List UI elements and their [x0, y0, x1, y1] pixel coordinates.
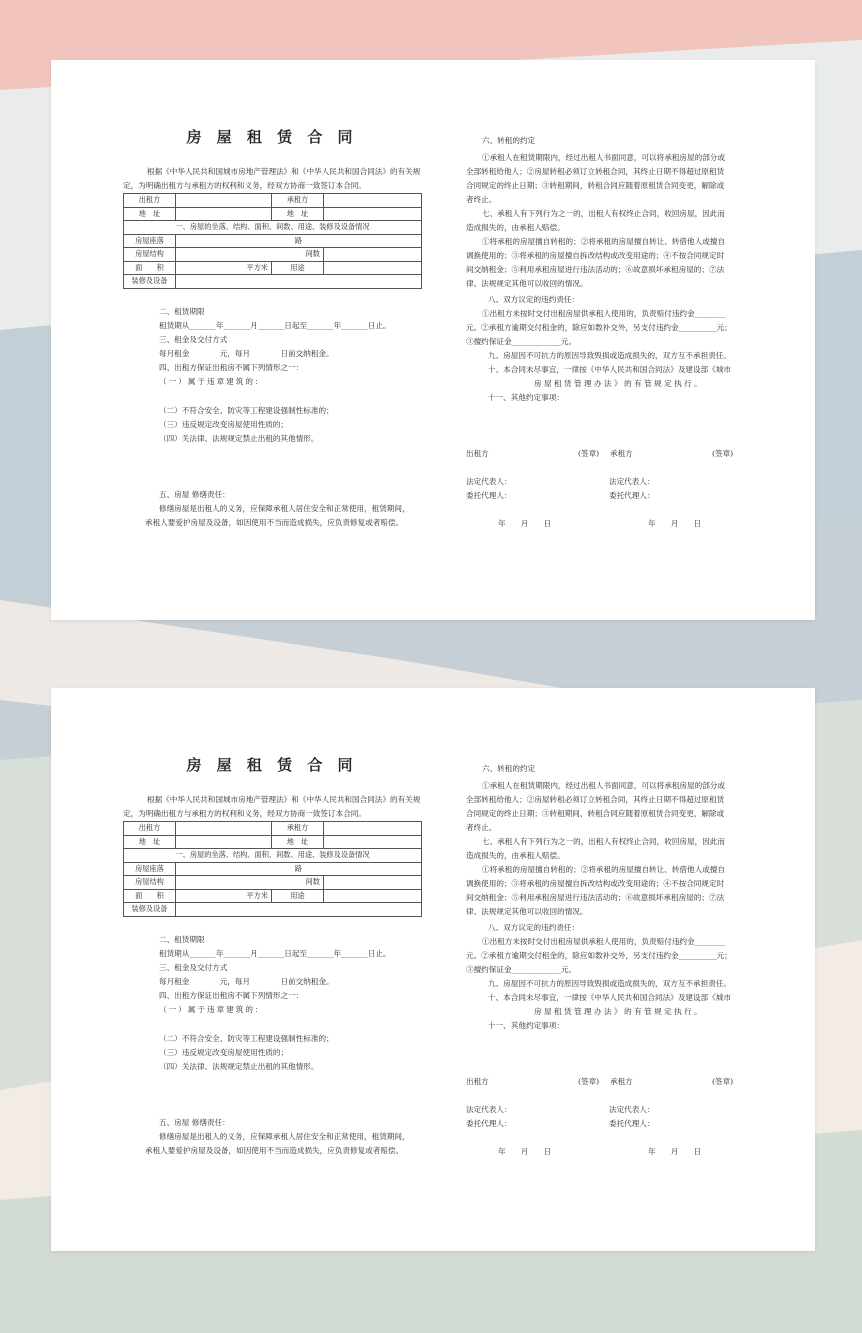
clause-2-heading: 二、租赁期限	[159, 307, 205, 316]
clause-7-line-5: 间交纳租金；⑤利用承租房屋进行违法活动的；⑥故意损坏承租房屋的；⑦法	[466, 893, 725, 902]
property-table	[123, 821, 422, 917]
clause-4-heading: 四、出租方保证出租房不属下列情形之一：	[159, 991, 304, 1000]
clause-6-line-1: ①承租人在租赁期限内，经过出租人书面同意，可以将承租房屋的部分或	[482, 781, 725, 790]
page-title: 房 屋 租 赁 合 同	[186, 756, 358, 774]
intro-paragraph: 根据《中华人民共和国城市房地产管理法》和《中华人民共和国合同法》的有关规定，为明确出租方与承租方的权利和义务，经双方协商一致签订本合同。	[123, 795, 421, 818]
sign-rep-lessor: 法定代表人：	[466, 477, 512, 486]
clause-6-heading: 六、转租的约定	[482, 764, 536, 773]
cell-address: 地 址	[124, 835, 176, 849]
clause-10-line-2: 房 屋 租 赁 管 理 办 法 》 的 有 管 规 定 执 行 。	[534, 1007, 702, 1016]
clause-5-line-1: 修缮房屋是出租人的义务，应保障承租人居住安全和正常使用，租赁期间，	[159, 504, 410, 513]
clause-7-line-3: ①将承租的房屋擅自转租的；②将承租的房屋擅自转让、转借他人或擅自	[482, 865, 725, 874]
clause-5-heading: 五、房屋 修缮责任：	[159, 1118, 230, 1127]
cell-location: 房屋座落	[124, 862, 176, 876]
sign-date-lessee: 年 月 日	[648, 1147, 702, 1156]
clause-7-line-1: 七、承租人有下列行为之一的，出租人有权终止合同，收回房屋，因此而	[482, 209, 725, 218]
clause-4-item-4: （四）关法律、法规规定禁止出租的其他情形。	[159, 1062, 319, 1071]
clause-7-line-6: 律、法规规定其他可以收回的情况。	[466, 279, 588, 288]
clause-7-line-2: 造成损失的，由承租人赔偿。	[466, 851, 565, 860]
cell-address: 地 址	[272, 207, 324, 221]
lease-term-line: 租赁期从_______年_______月_______日起至_______年_______日止。	[159, 321, 391, 330]
clause-7-line-6: 律、法规规定其他可以收回的情况。	[466, 907, 588, 916]
cell-sqm: 平方米	[176, 261, 272, 275]
clause-6-heading: 六、转租的约定	[482, 136, 536, 145]
sign-rep-lessee: 法定代表人：	[609, 477, 655, 486]
clause-8-line-3: ③擅约保证金_____________元。	[466, 965, 577, 974]
clause-3-heading: 三、租金及交付方式	[159, 335, 228, 344]
cell-address: 地 址	[124, 207, 176, 221]
page-title: 房 屋 租 赁 合 同	[186, 128, 358, 146]
clause-8-line-1: ①出租方未按时交付出租房屋供承租人使用的，负责赔付违约金________	[482, 937, 725, 946]
clause-10-line-1: 十、本合同未尽事宜，一律按《中华人民共和国合同法》及建设部《城市	[488, 993, 731, 1002]
cell-address: 地 址	[272, 835, 324, 849]
clause-4-item-2: （二）不符合安全、防灾等工程建设强制性标准的；	[159, 406, 334, 415]
cell-road: 路	[176, 234, 422, 248]
property-table	[123, 193, 422, 289]
clause-8-line-2: 元。②承租方逾期交付租金的，除应如数补交外，另支付违约金__________元；	[466, 951, 732, 960]
cell-section1: 一、房屋的坐落、结构、面积、间数、用途、装修及设备情况	[124, 849, 422, 863]
clause-5-line-1: 修缮房屋是出租人的义务，应保障承租人居住安全和正常使用，租赁期间，	[159, 1132, 410, 1141]
clause-6-line-2: 全部转租给他人；②房屋转租必须订立转租合同，其终止日期不得超过原租赁	[466, 167, 725, 176]
cell-fitout: 装修及设备	[124, 903, 176, 917]
clause-7-line-4: 调换使用的；③将承租的房屋擅自拆改结构或改变用途的；④不按合同规定时	[466, 251, 725, 260]
lease-term-line: 租赁期从_______年_______月_______日起至_______年_______日止。	[159, 949, 391, 958]
clause-5-line-2: 承租人要爱护房屋及设备，如因使用不当而造成损失，应负责修复或者赔偿。	[145, 518, 404, 527]
clause-4-heading: 四、出租方保证出租房不属下列情形之一：	[159, 363, 304, 372]
sign-lessee-seal: (签章)	[712, 1077, 734, 1086]
cell-rooms: 间数	[176, 876, 324, 890]
clause-9-line: 九、房屋因不可抗力的原因导致毁损或造成损失的，双方互不承担责任。	[488, 979, 731, 988]
sign-lessee-label: 承租方	[610, 1077, 633, 1086]
cell-fitout: 装修及设备	[124, 275, 176, 289]
sign-agent-lessee: 委托代理人：	[609, 1119, 655, 1128]
cell-structure: 房屋结构	[124, 876, 176, 890]
clause-8-line-2: 元。②承租方逾期交付租金的，除应如数补交外，另支付违约金__________元；	[466, 323, 732, 332]
clause-9-line: 九、房屋因不可抗力的原因导致毁损或造成损失的，双方互不承担责任。	[488, 351, 731, 360]
cell-area: 面 积	[124, 889, 176, 903]
clause-4-item-3: （三）违反规定改变房屋使用性质的；	[159, 1048, 289, 1057]
clause-5-heading: 五、房屋 修缮责任：	[159, 490, 230, 499]
clause-7-line-4: 调换使用的；③将承租的房屋擅自拆改结构或改变用途的；④不按合同规定时	[466, 879, 725, 888]
clause-4-item-1: （一）属于违章建筑的：	[159, 1005, 265, 1014]
cell-lessee: 承租方	[272, 194, 324, 208]
clause-4-item-3: （三）违反规定改变房屋使用性质的；	[159, 420, 289, 429]
clause-2-heading: 二、租赁期限	[159, 935, 205, 944]
sign-agent-lessor: 委托代理人：	[466, 1119, 512, 1128]
clause-3-heading: 三、租金及交付方式	[159, 963, 228, 972]
cell-location: 房屋座落	[124, 234, 176, 248]
sign-rep-lessor: 法定代表人：	[466, 1105, 512, 1114]
cell-area: 面 积	[124, 261, 176, 275]
clause-6-line-3: 合同规定的终止日期；③转租期间，转租合同应随着原租赁合同变更，解除或	[466, 809, 725, 818]
rent-line: 每月租金 元，每月 日前交纳租金。	[159, 977, 334, 986]
clause-7-line-3: ①将承租的房屋擅自转租的；②将承租的房屋擅自转让、转借他人或擅自	[482, 237, 725, 246]
clause-7-line-1: 七、承租人有下列行为之一的，出租人有权终止合同，收回房屋，因此而	[482, 837, 725, 846]
cell-usage: 用途	[272, 889, 324, 903]
cell-rooms: 间数	[176, 248, 324, 262]
contract-page-2	[51, 688, 815, 1251]
clause-6-line-4: 者终止。	[466, 823, 497, 832]
sign-agent-lessee: 委托代理人：	[609, 491, 655, 500]
clause-8-line-3: ③擅约保证金_____________元。	[466, 337, 577, 346]
sign-lessee-label: 承租方	[610, 449, 633, 458]
sign-lessor-seal: (签章)	[578, 449, 600, 458]
clause-8-heading: 八、双方议定的违约责任：	[488, 295, 580, 304]
sign-date-lessee: 年 月 日	[648, 519, 702, 528]
clause-5-line-2: 承租人要爱护房屋及设备，如因使用不当而造成损失，应负责修复或者赔偿。	[145, 1146, 404, 1155]
sign-lessee-seal: (签章)	[712, 449, 734, 458]
rent-line: 每月租金 元，每月 日前交纳租金。	[159, 349, 334, 358]
cell-structure: 房屋结构	[124, 248, 176, 262]
sign-date-lessor: 年 月 日	[498, 519, 552, 528]
sign-lessor-label: 出租方	[466, 449, 489, 458]
clause-10-line-2: 房 屋 租 赁 管 理 办 法 》 的 有 管 规 定 执 行 。	[534, 379, 702, 388]
clause-6-line-1: ①承租人在租赁期限内，经过出租人书面同意，可以将承租房屋的部分或	[482, 153, 725, 162]
sign-lessor-seal: (签章)	[578, 1077, 600, 1086]
sign-rep-lessee: 法定代表人：	[609, 1105, 655, 1114]
clause-8-heading: 八、双方议定的违约责任：	[488, 923, 580, 932]
clause-6-line-3: 合同规定的终止日期；③转租期间，转租合同应随着原租赁合同变更，解除或	[466, 181, 725, 190]
clause-6-line-2: 全部转租给他人；②房屋转租必须订立转租合同，其终止日期不得超过原租赁	[466, 795, 725, 804]
cell-lessor: 出租方	[124, 822, 176, 836]
clause-11-heading: 十一、其他约定事项：	[488, 1021, 564, 1030]
intro-paragraph: 根据《中华人民共和国城市房地产管理法》和《中华人民共和国合同法》的有关规定，为明确出租方与承租方的权利和义务，经双方协商一致签订本合同。	[123, 167, 421, 190]
clause-4-item-4: （四）关法律、法规规定禁止出租的其他情形。	[159, 434, 319, 443]
clause-4-item-1: （一）属于违章建筑的：	[159, 377, 265, 386]
sign-agent-lessor: 委托代理人：	[466, 491, 512, 500]
clause-6-line-4: 者终止。	[466, 195, 497, 204]
clause-7-line-2: 造成损失的，由承租人赔偿。	[466, 223, 565, 232]
clause-8-line-1: ①出租方未按时交付出租房屋供承租人使用的，负责赔付违约金________	[482, 309, 725, 318]
clause-4-item-2: （二）不符合安全、防灾等工程建设强制性标准的；	[159, 1034, 334, 1043]
clause-11-heading: 十一、其他约定事项：	[488, 393, 564, 402]
cell-lessee: 承租方	[272, 822, 324, 836]
cell-lessor: 出租方	[124, 194, 176, 208]
clause-7-line-5: 间交纳租金；⑤利用承租房屋进行违法活动的；⑥故意损坏承租房屋的；⑦法	[466, 265, 725, 274]
contract-page-1	[51, 60, 815, 620]
cell-section1: 一、房屋的坐落、结构、面积、间数、用途、装修及设备情况	[124, 221, 422, 235]
cell-sqm: 平方米	[176, 889, 272, 903]
clause-10-line-1: 十、本合同未尽事宜，一律按《中华人民共和国合同法》及建设部《城市	[488, 365, 731, 374]
cell-road: 路	[176, 862, 422, 876]
sign-date-lessor: 年 月 日	[498, 1147, 552, 1156]
cell-usage: 用途	[272, 261, 324, 275]
sign-lessor-label: 出租方	[466, 1077, 489, 1086]
